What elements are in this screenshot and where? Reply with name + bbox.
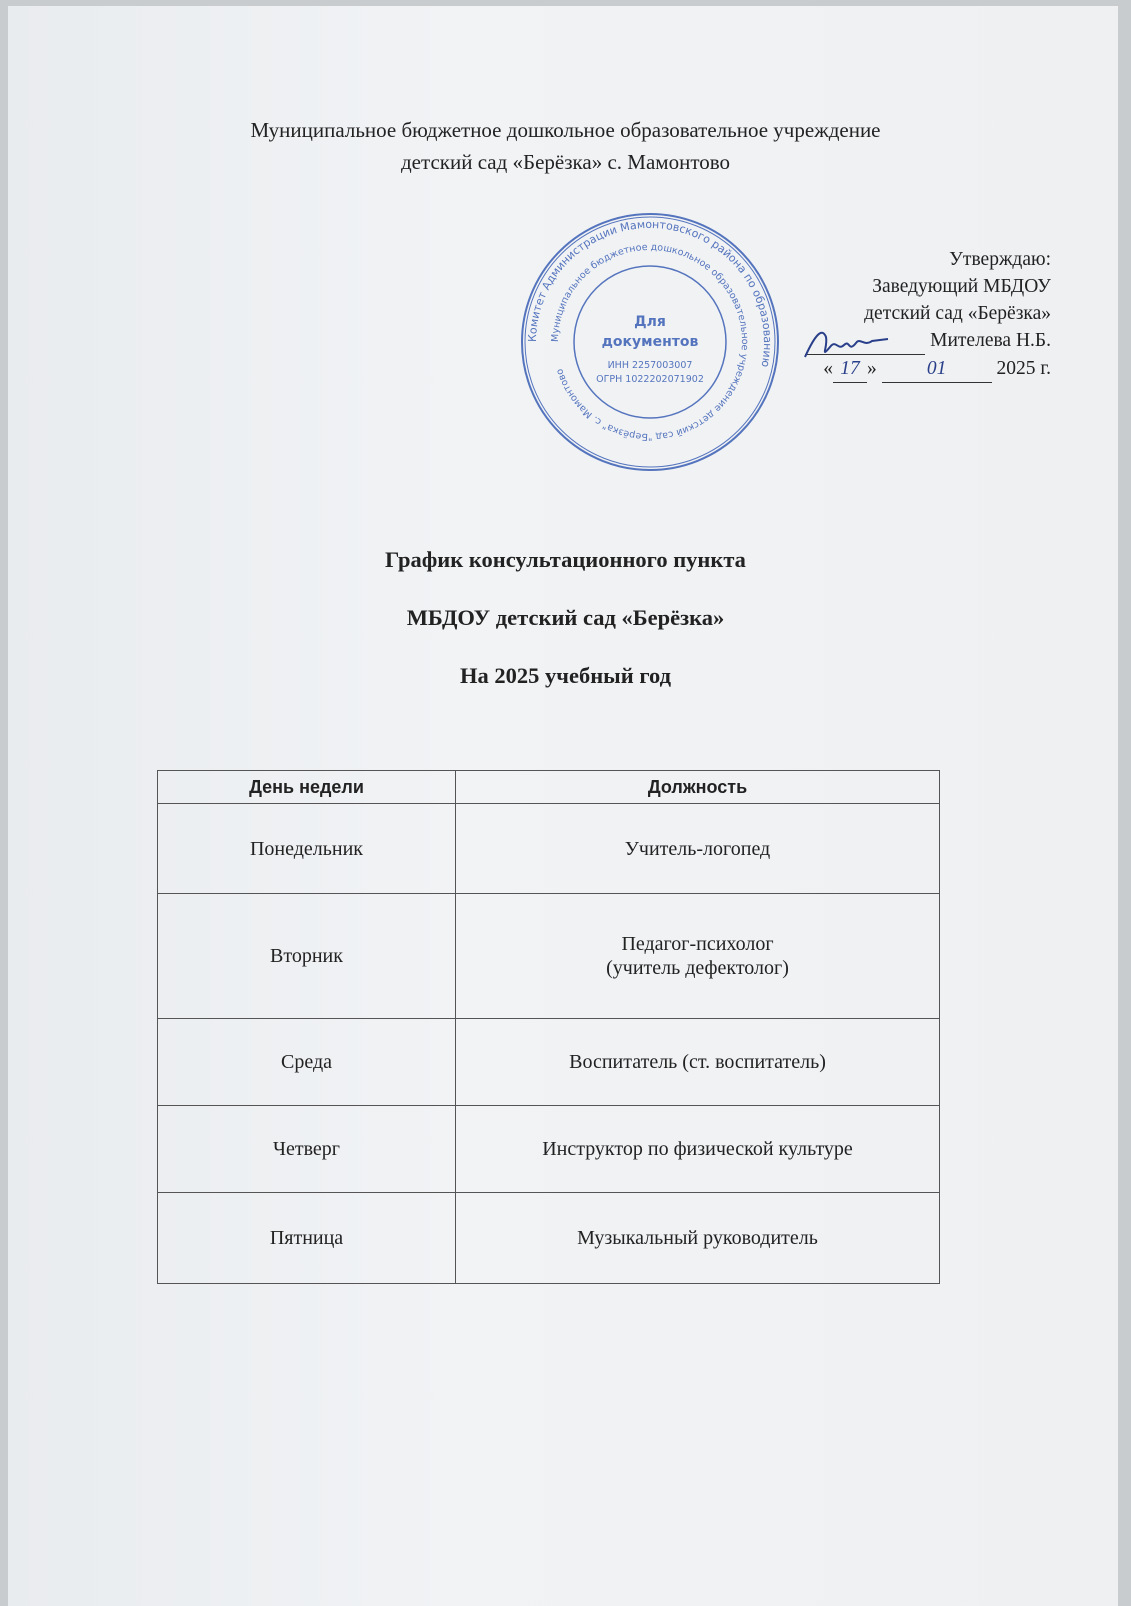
approval-org: детский сад «Берёзка» <box>864 303 1051 324</box>
day-cell: Пятница <box>158 1193 456 1284</box>
stamp-outer-text: Комитет Администрации Мамонтовского района по образованию <box>525 217 775 369</box>
table-row <box>158 1019 940 1106</box>
table-row <box>158 1193 940 1284</box>
stamp-center-line1: Для <box>634 314 666 330</box>
approval-name: Мителева Н.Б. <box>930 330 1051 351</box>
approval-block: Утверждаю: Заведующий МБДОУ детский сад «Берёзка» Мителева Н.Б. « 17 » 01 2025 г. <box>751 246 1051 383</box>
institution-name-line2: детский сад «Берёзка» с. Мамонтово <box>401 150 730 174</box>
document-title-line3: На 2025 учебный год <box>460 663 671 688</box>
stamp-inn: ИНН 2257003007 <box>607 360 693 371</box>
position-cell: Учитель-логопед <box>456 804 940 894</box>
day-cell: Четверг <box>158 1106 456 1193</box>
column-header-day: День недели <box>158 771 456 804</box>
position-cell: Воспитатель (ст. воспитатель) <box>456 1019 940 1106</box>
document-title-line1: График консультационного пункта <box>385 547 746 572</box>
position-cell: Инструктор по физической культуре <box>456 1106 940 1193</box>
table-header-row <box>158 771 940 804</box>
table-row <box>158 894 940 1019</box>
institution-name-line1: Муниципальное бюджетное дошкольное образовательное учреждение <box>250 118 881 142</box>
table-row <box>158 804 940 894</box>
handwritten-signature <box>800 325 890 365</box>
column-header-position: Должность <box>456 771 940 804</box>
approval-month: 01 <box>882 355 992 383</box>
stamp-center-line2: документов <box>601 334 699 350</box>
day-cell: Вторник <box>158 894 456 1019</box>
table-row <box>158 1106 940 1193</box>
day-cell: Понедельник <box>158 804 456 894</box>
schedule-table <box>157 770 940 1284</box>
position-line1: Педагог-психолог <box>621 933 774 955</box>
stamp-inner-text: Муниципальное бюджетное дошкольное образовательное учреждение детский сад "Берёзка" с. Мамонтово <box>549 241 751 443</box>
approval-label: Утверждаю: <box>949 249 1051 270</box>
document-title-line2: МБДОУ детский сад «Берёзка» <box>406 605 725 630</box>
position-cell <box>456 894 940 1019</box>
approval-day: 17 <box>833 355 867 383</box>
position-line2: (учитель дефектолог) <box>606 957 789 979</box>
position-cell: Музыкальный руководитель <box>456 1193 940 1284</box>
approval-year: 2025 г. <box>996 358 1051 379</box>
day-cell: Среда <box>158 1019 456 1106</box>
official-stamp <box>520 212 780 472</box>
stamp-ogrn: ОГРН 1022202071902 <box>596 374 704 385</box>
approval-position: Заведующий МБДОУ <box>872 276 1051 297</box>
